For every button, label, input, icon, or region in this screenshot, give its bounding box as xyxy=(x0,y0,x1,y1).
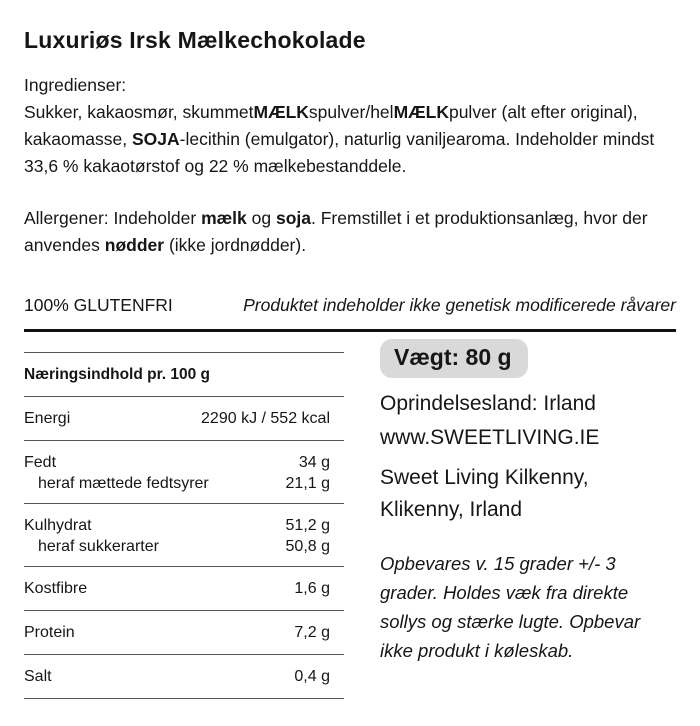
nutrition-row-carbs xyxy=(24,504,344,567)
nutrition-row-fat xyxy=(24,441,344,504)
weight-badge: Vægt: 80 g xyxy=(380,339,528,378)
nutrition-row-fibre xyxy=(24,567,344,611)
nutrition-label: Fedt xyxy=(24,454,57,471)
producer-line-2: Klikenny, Irland xyxy=(380,498,523,521)
nutrition-value: 34 g xyxy=(298,454,330,471)
nutrition-label: Protein xyxy=(24,624,75,641)
nutrition-sublabel: heraf sukkerarter xyxy=(38,538,159,555)
lower-section xyxy=(24,332,676,699)
nutrition-subvalue: 21,1 g xyxy=(285,475,330,492)
nutrition-row-energy xyxy=(24,397,344,441)
ingredients-section xyxy=(24,72,672,180)
nutrition-heading: Næringsindhold pr. 100 g xyxy=(24,353,344,397)
nutrition-subrow xyxy=(24,473,344,494)
nutrition-label: Salt xyxy=(24,668,52,685)
gmo-claim: Produktet indeholder ikke genetisk modificerede råvarer xyxy=(243,295,676,315)
nutrition-value: 0,4 g xyxy=(294,668,330,685)
nutrition-value: 1,6 g xyxy=(294,580,330,597)
product-info-column xyxy=(344,332,676,699)
ingredients-text: Sukker, kakaosmør, skummetMÆLKspulver/helMÆLKpulver (alt efter original), kakaomasse, SOJA-lecithin (emulgator), naturlig vaniljearoma. Indeholder mindst 33,6 % kakaotørstof og 22 % mælkebestanddele. xyxy=(24,102,655,176)
nutrition-subrow xyxy=(24,536,344,557)
claims-row xyxy=(24,295,676,316)
nutrition-label: Energi xyxy=(24,410,71,427)
producer-line-1: Sweet Living Kilkenny, xyxy=(380,466,589,489)
storage-note: Opbevares v. 15 grader +/- 3 grader. Holdes væk fra direkte sollys og stærke lugte. Opbevar ikke produkt i køleskab. xyxy=(380,553,641,661)
website-text: www.SWEETLIVING.IE xyxy=(380,426,600,449)
nutrition-value: 51,2 g xyxy=(285,517,330,534)
nutrition-row-salt xyxy=(24,655,344,699)
nutrition-value: 2290 kJ / 552 kcal xyxy=(201,410,330,427)
product-title: Luxuriøs Irsk Mælkechokolade xyxy=(24,27,366,53)
producer-address xyxy=(380,462,676,526)
product-label-page xyxy=(0,26,700,699)
nutrition-label: Kostfibre xyxy=(24,580,88,597)
nutrition-table xyxy=(24,352,344,699)
nutrition-value: 7,2 g xyxy=(294,624,330,641)
nutrition-row-protein xyxy=(24,611,344,655)
allergens-text: Allergener: Indeholder mælk og soja. Fremstillet i et produktionsanlæg, hvor der anvendes nødder (ikke jordnødder). xyxy=(24,208,648,255)
origin-text: Oprindelsesland: Irland xyxy=(380,392,596,415)
ingredients-heading: Ingredienser: xyxy=(24,75,127,95)
nutrition-label: Kulhydrat xyxy=(24,517,92,534)
nutrition-sublabel: heraf mættede fedtsyrer xyxy=(38,475,209,492)
glutenfree-claim: 100% GLUTENFRI xyxy=(24,295,173,315)
nutrition-subvalue: 50,8 g xyxy=(285,538,330,555)
